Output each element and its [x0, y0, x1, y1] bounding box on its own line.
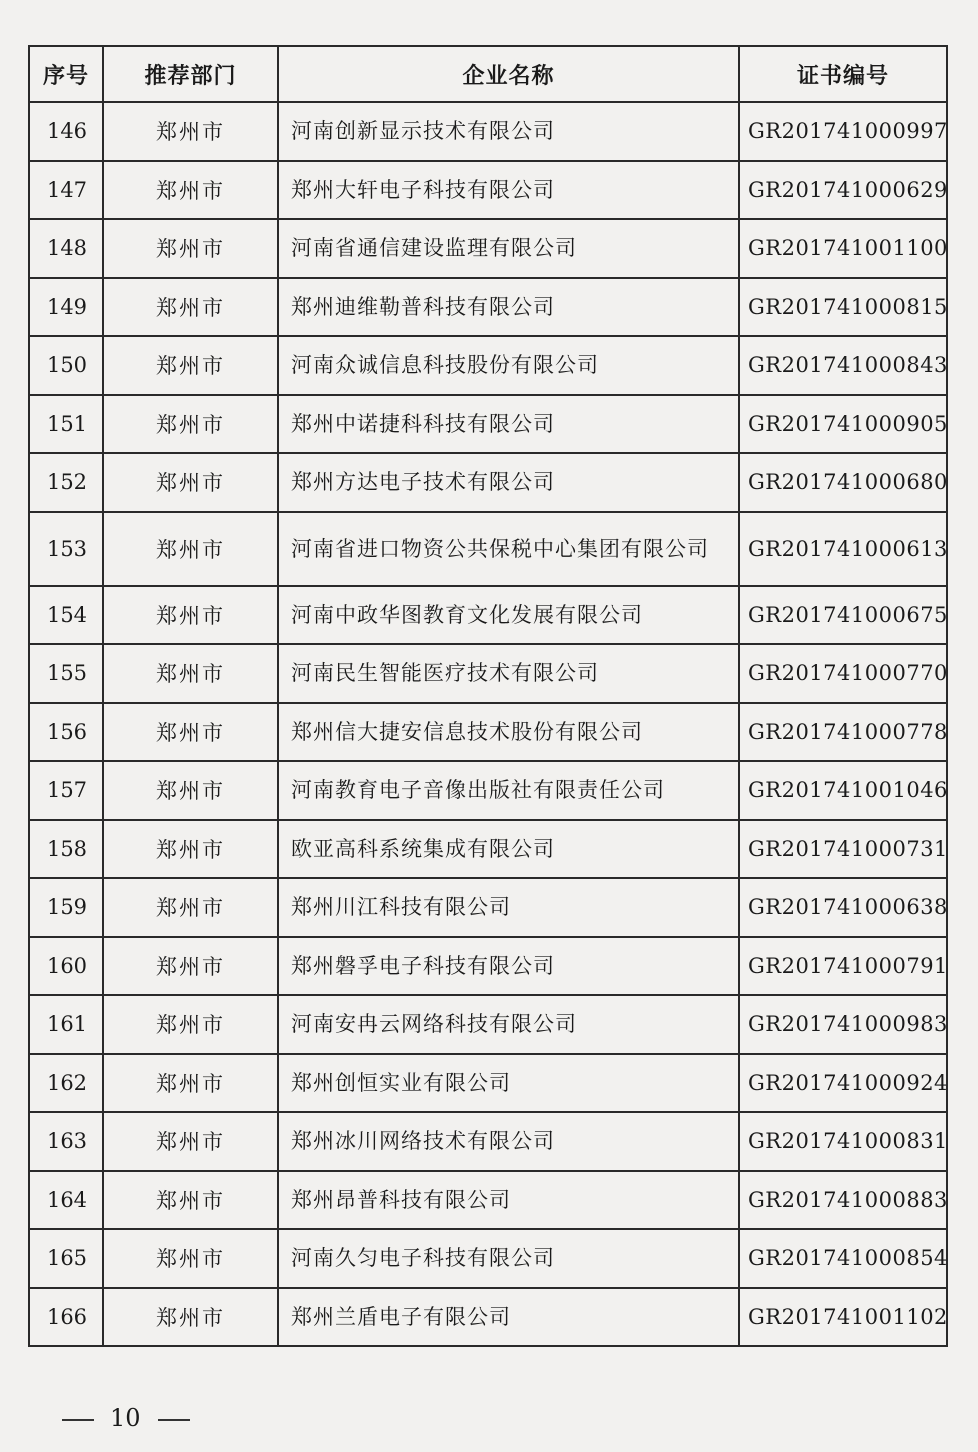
company-name: 河南教育电子音像出版社有限责任公司 — [278, 761, 739, 820]
company-name: 郑州兰盾电子有限公司 — [278, 1288, 739, 1347]
department: 郑州市 — [103, 937, 278, 996]
department: 郑州市 — [103, 336, 278, 395]
company-name: 郑州方达电子技术有限公司 — [278, 453, 739, 512]
header-serial-number: 序号 — [29, 46, 103, 102]
department: 郑州市 — [103, 453, 278, 512]
serial-number: 160 — [29, 937, 103, 996]
serial-number: 163 — [29, 1112, 103, 1171]
certificate-number: GR201741000680 — [739, 453, 947, 512]
serial-number: 152 — [29, 453, 103, 512]
department: 郑州市 — [103, 878, 278, 937]
table-row — [29, 995, 947, 1054]
department: 郑州市 — [103, 1171, 278, 1230]
table-row — [29, 703, 947, 762]
certificate-number: GR201741000675 — [739, 586, 947, 645]
company-name: 郑州川江科技有限公司 — [278, 878, 739, 937]
page-number: 10 — [110, 1404, 141, 1432]
company-name: 河南久匀电子科技有限公司 — [278, 1229, 739, 1288]
department: 郑州市 — [103, 161, 278, 220]
department: 郑州市 — [103, 995, 278, 1054]
department: 郑州市 — [103, 395, 278, 454]
company-name: 河南省进口物资公共保税中心集团有限公司 — [278, 512, 739, 586]
table-row — [29, 336, 947, 395]
footer-dash-left — [62, 1419, 94, 1421]
department: 郑州市 — [103, 703, 278, 762]
table-row — [29, 761, 947, 820]
serial-number: 155 — [29, 644, 103, 703]
serial-number: 162 — [29, 1054, 103, 1113]
department: 郑州市 — [103, 512, 278, 586]
table-row — [29, 878, 947, 937]
certificate-number: GR201741000815 — [739, 278, 947, 337]
department: 郑州市 — [103, 1054, 278, 1113]
serial-number: 157 — [29, 761, 103, 820]
footer-dash-right — [158, 1419, 190, 1421]
table-row — [29, 1054, 947, 1113]
serial-number: 158 — [29, 820, 103, 879]
table-row — [29, 512, 947, 586]
table-row — [29, 586, 947, 645]
certificate-number: GR201741000638 — [739, 878, 947, 937]
table-row — [29, 1229, 947, 1288]
serial-number: 148 — [29, 219, 103, 278]
certificate-number: GR201741000778 — [739, 703, 947, 762]
table-row — [29, 453, 947, 512]
certificate-number: GR201741000854 — [739, 1229, 947, 1288]
certificate-number: GR201741000629 — [739, 161, 947, 220]
table-row — [29, 1288, 947, 1347]
company-name: 郑州创恒实业有限公司 — [278, 1054, 739, 1113]
certificate-number: GR201741000924 — [739, 1054, 947, 1113]
department: 郑州市 — [103, 586, 278, 645]
company-name: 河南创新显示技术有限公司 — [278, 102, 739, 161]
certificate-number: GR201741000731 — [739, 820, 947, 879]
header-recommending-department: 推荐部门 — [103, 46, 278, 102]
header-row — [29, 46, 947, 102]
company-name: 河南省通信建设监理有限公司 — [278, 219, 739, 278]
certificate-number: GR201741000791 — [739, 937, 947, 996]
table-row — [29, 820, 947, 879]
serial-number: 156 — [29, 703, 103, 762]
header-company-name: 企业名称 — [278, 46, 739, 102]
header-certificate-number: 证书编号 — [739, 46, 947, 102]
company-name: 郑州中诺捷科科技有限公司 — [278, 395, 739, 454]
company-name: 欧亚高科系统集成有限公司 — [278, 820, 739, 879]
department: 郑州市 — [103, 820, 278, 879]
department: 郑州市 — [103, 1288, 278, 1347]
table-row — [29, 395, 947, 454]
serial-number: 146 — [29, 102, 103, 161]
serial-number: 159 — [29, 878, 103, 937]
table-row — [29, 219, 947, 278]
table-row — [29, 644, 947, 703]
certificate-number: GR201741001100 — [739, 219, 947, 278]
certificate-number: GR201741000997 — [739, 102, 947, 161]
company-name: 河南众诚信息科技股份有限公司 — [278, 336, 739, 395]
department: 郑州市 — [103, 102, 278, 161]
table-body — [29, 102, 947, 1346]
company-name: 河南民生智能医疗技术有限公司 — [278, 644, 739, 703]
department: 郑州市 — [103, 761, 278, 820]
department: 郑州市 — [103, 644, 278, 703]
certificate-number: GR201741000831 — [739, 1112, 947, 1171]
certificate-number: GR201741000613 — [739, 512, 947, 586]
company-table — [28, 45, 948, 1347]
table-row — [29, 1171, 947, 1230]
serial-number: 151 — [29, 395, 103, 454]
table-row — [29, 102, 947, 161]
serial-number: 153 — [29, 512, 103, 586]
company-name: 郑州迪维勒普科技有限公司 — [278, 278, 739, 337]
serial-number: 161 — [29, 995, 103, 1054]
serial-number: 149 — [29, 278, 103, 337]
company-name: 郑州信大捷安信息技术股份有限公司 — [278, 703, 739, 762]
table-row — [29, 1112, 947, 1171]
company-name: 河南中政华图教育文化发展有限公司 — [278, 586, 739, 645]
serial-number: 147 — [29, 161, 103, 220]
serial-number: 166 — [29, 1288, 103, 1347]
department: 郑州市 — [103, 278, 278, 337]
certificate-number: GR201741000883 — [739, 1171, 947, 1230]
serial-number: 165 — [29, 1229, 103, 1288]
serial-number: 150 — [29, 336, 103, 395]
table-header — [29, 46, 947, 102]
company-name: 郑州昂普科技有限公司 — [278, 1171, 739, 1230]
certificate-number: GR201741001046 — [739, 761, 947, 820]
serial-number: 154 — [29, 586, 103, 645]
serial-number: 164 — [29, 1171, 103, 1230]
department: 郑州市 — [103, 1229, 278, 1288]
certificate-number: GR201741001102 — [739, 1288, 947, 1347]
certificate-number: GR201741000905 — [739, 395, 947, 454]
table-row — [29, 278, 947, 337]
certificate-number: GR201741000983 — [739, 995, 947, 1054]
department: 郑州市 — [103, 1112, 278, 1171]
certificate-number: GR201741000843 — [739, 336, 947, 395]
company-name: 郑州冰川网络技术有限公司 — [278, 1112, 739, 1171]
certificate-number: GR201741000770 — [739, 644, 947, 703]
company-name: 郑州磐孚电子科技有限公司 — [278, 937, 739, 996]
table-row — [29, 937, 947, 996]
department: 郑州市 — [103, 219, 278, 278]
company-name: 郑州大轩电子科技有限公司 — [278, 161, 739, 220]
company-name: 河南安冉云网络科技有限公司 — [278, 995, 739, 1054]
table-row — [29, 161, 947, 220]
